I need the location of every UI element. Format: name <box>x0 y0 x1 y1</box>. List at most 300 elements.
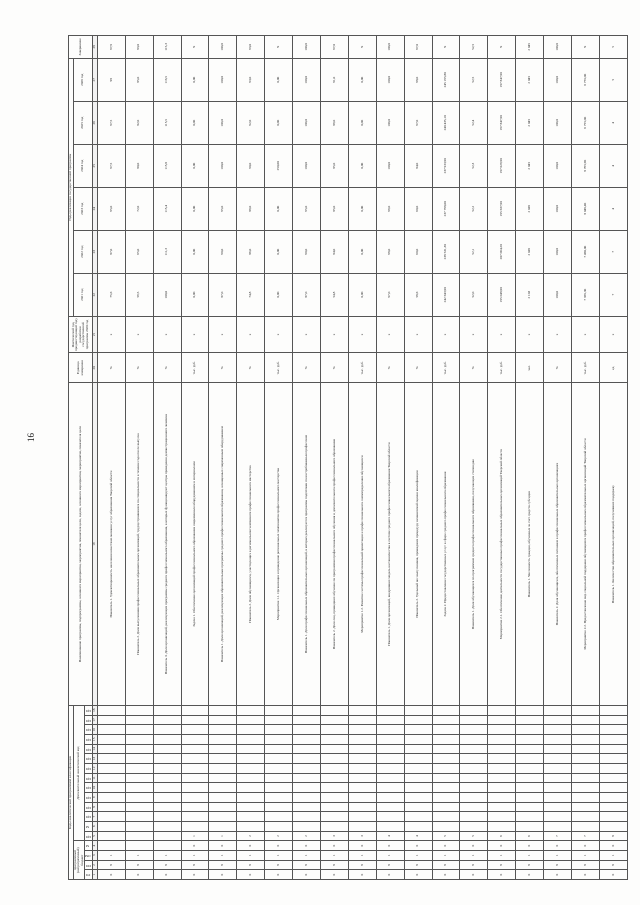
year-value-cell: 0,00 <box>181 101 209 144</box>
year-value-cell: 52,4 <box>460 101 488 144</box>
code-cell <box>376 754 404 764</box>
column-number: 14 <box>93 744 98 754</box>
code-cell <box>544 763 572 773</box>
year-value-cell: 89,0 <box>237 187 265 230</box>
base-year-column-header: Фактический год, предшествующий году разработки государственной программы 2020 год <box>69 316 93 353</box>
year-value-cell: 115,4 <box>153 187 181 230</box>
code-cell: 1 <box>237 850 265 860</box>
code-cell <box>181 783 209 793</box>
code-cell: 8 <box>376 860 404 870</box>
code-cell <box>376 705 404 715</box>
indicator-name-cell: Задача 1. Обеспечение организаций профессионального образования современным оборудованием и материалами <box>181 383 209 705</box>
year-value-cell: 2 045 <box>516 144 544 187</box>
code-cell <box>599 734 627 744</box>
code-cell <box>320 744 348 754</box>
year-value-cell: 2 045 <box>516 230 544 273</box>
base-year-cell: х <box>571 316 599 353</box>
year-value-cell: 87,0 <box>97 230 125 273</box>
indicator-name-cell: Показатель 2. Удельный вес выпускников, прошедших процедуру независимой оценки квалификации <box>404 383 432 705</box>
code-cell <box>432 812 460 822</box>
code-cell <box>265 754 293 764</box>
code-cell <box>320 715 348 725</box>
year-value-cell: 95,0 <box>293 187 321 230</box>
final-value-cell: 97,9 <box>97 36 125 59</box>
code-cell <box>404 773 432 783</box>
year-header: 2022 год <box>73 230 93 273</box>
code-cell <box>293 802 321 812</box>
code-cell <box>153 705 181 715</box>
year-value-cell: 0,00 <box>348 144 376 187</box>
column-number: 17 <box>93 715 98 725</box>
table-row <box>265 36 293 880</box>
code-column-label: ОМ <box>85 854 91 859</box>
year-value-cell: 111,3 <box>153 230 181 273</box>
table-row <box>599 36 627 880</box>
year-value-cell: 95,0 <box>97 187 125 230</box>
code-cell: 5 <box>460 831 488 841</box>
year-value-cell: 245 195,80 <box>432 58 460 101</box>
code-column-label: ЦП <box>85 776 91 781</box>
code-cell <box>376 773 404 783</box>
code-cell <box>544 754 572 764</box>
code-cell <box>460 783 488 793</box>
table-row <box>432 36 460 880</box>
indicator-name-cell: Показатель 1. Количество образовательных организаций, получивших поддержку <box>599 383 627 705</box>
code-cell: 0 <box>599 870 627 880</box>
code-cell: 1 <box>125 850 153 860</box>
code-cell: 0 <box>488 870 516 880</box>
code-cell <box>460 763 488 773</box>
code-column-label: ЦП <box>85 767 91 772</box>
code-cell: 1 <box>265 850 293 860</box>
code-cell <box>97 725 125 735</box>
code-cell <box>432 802 460 812</box>
table-row <box>97 36 125 880</box>
year-value-cell: 52,0 <box>460 273 488 316</box>
code-cell <box>209 773 237 783</box>
code-cell <box>153 763 181 773</box>
code-cell <box>460 725 488 735</box>
year-value-cell: 197 029,90 <box>488 144 516 187</box>
code-cell: 0 <box>265 841 293 851</box>
code-cell <box>599 744 627 754</box>
code-cell: 0 <box>544 841 572 851</box>
code-cell <box>404 812 432 822</box>
table-row <box>488 36 516 880</box>
year-value-cell: 0,00 <box>181 230 209 273</box>
year-value-cell: 52,5 <box>460 58 488 101</box>
code-cell <box>125 705 153 715</box>
code-cell: 0 <box>237 870 265 880</box>
code-column-label: ЦП <box>85 815 91 820</box>
code-cell: 8 <box>460 860 488 870</box>
code-cell <box>153 792 181 802</box>
unit-cell: тыс. руб. <box>348 353 376 383</box>
year-value-cell: 116,5 <box>153 58 181 101</box>
year-value-cell: 100,0 <box>544 230 572 273</box>
code-cell: 1 <box>516 850 544 860</box>
year-value-cell: 237 798,00 <box>432 187 460 230</box>
code-cell <box>404 725 432 735</box>
base-year-cell: х <box>599 316 627 353</box>
code-cell <box>348 744 376 754</box>
code-column-label: ПП <box>85 863 91 868</box>
code-cell <box>488 705 516 715</box>
code-cell: 1 <box>348 850 376 860</box>
code-cell: 0 <box>97 870 125 880</box>
year-value-cell: 97,5 <box>97 101 125 144</box>
code-cell <box>599 783 627 793</box>
year-value-cell: 84,0 <box>404 144 432 187</box>
unit-cell: % <box>209 353 237 383</box>
code-cell <box>544 821 572 831</box>
code-cell <box>209 812 237 822</box>
year-value-cell: 60,0 <box>404 187 432 230</box>
year-value-cell: 99,0 <box>376 187 404 230</box>
code-cell <box>237 725 265 735</box>
year-value-cell: 0,00 <box>265 273 293 316</box>
code-cell <box>209 725 237 735</box>
code-cell: 1 <box>460 850 488 860</box>
code-column-label: ГП <box>85 873 91 878</box>
year-value-cell: 98 <box>97 58 125 101</box>
code-cell <box>488 734 516 744</box>
year-value-cell: 7 365,30 <box>571 273 599 316</box>
final-value-cell: 100,0 <box>209 36 237 59</box>
column-number: 7 <box>93 812 98 822</box>
code-cell: 7 <box>571 831 599 841</box>
year-value-cell: 0,00 <box>265 187 293 230</box>
table-row <box>209 36 237 880</box>
code-cell <box>125 841 153 851</box>
column-number: 2 <box>93 860 98 870</box>
base-year-cell: х <box>153 316 181 353</box>
code-cell: 5 <box>432 831 460 841</box>
code-column-label: ЦП <box>85 738 91 743</box>
code-cell <box>571 705 599 715</box>
code-cell <box>320 812 348 822</box>
code-cell <box>544 734 572 744</box>
code-cell <box>516 821 544 831</box>
year-value-cell: 100,0 <box>376 101 404 144</box>
code-cell <box>153 773 181 783</box>
code-cell: 8 <box>209 860 237 870</box>
year-value-cell: 89,0 <box>320 101 348 144</box>
table-row <box>153 36 181 880</box>
code-cell <box>571 763 599 773</box>
code-cell <box>293 754 321 764</box>
code-cell: 0 <box>320 841 348 851</box>
code-cell: 1 <box>404 850 432 860</box>
base-year-cell: х <box>97 316 125 353</box>
code-cell <box>376 821 404 831</box>
code-cell <box>181 744 209 754</box>
year-value-cell: 207 064,20 <box>488 230 516 273</box>
code-cell <box>516 802 544 812</box>
code-cell <box>571 792 599 802</box>
code-cell <box>488 792 516 802</box>
column-number: 4 <box>93 841 98 851</box>
year-value-cell: 100,0 <box>544 273 572 316</box>
year-value-cell: 2 045 <box>516 187 544 230</box>
base-year-cell: х <box>432 316 460 353</box>
code-cell <box>599 715 627 725</box>
code-cell <box>181 773 209 783</box>
year-value-cell: 80,0 <box>125 144 153 187</box>
code-cell <box>209 734 237 744</box>
years-group-header: Годы реализации государственной программы <box>69 58 74 316</box>
code-cell <box>153 783 181 793</box>
code-cell <box>265 812 293 822</box>
unit-column-header: Единица измерения <box>69 353 93 383</box>
year-value-cell: 5 <box>599 58 627 101</box>
code-cell <box>460 734 488 744</box>
year-value-cell: 100,0 <box>153 273 181 316</box>
code-column-label: ЦП <box>85 834 91 839</box>
code-cell <box>432 715 460 725</box>
year-header: 2021 год <box>73 273 93 316</box>
year-value-cell: 8 765,90 <box>571 144 599 187</box>
code-cell <box>293 783 321 793</box>
code-column-label: ЦП <box>85 708 91 713</box>
column-number: 18 <box>93 705 98 715</box>
code-cell: 0 <box>460 870 488 880</box>
code-cell <box>97 792 125 802</box>
code-cell <box>488 783 516 793</box>
code-cell <box>265 705 293 715</box>
indicator-name-cell: Показатель 1. Доля обучающихся по программам среднего профессионального образования, получающих стипендию <box>460 383 488 705</box>
code-cell <box>571 744 599 754</box>
code-cell <box>125 792 153 802</box>
unit-cell: % <box>293 353 321 383</box>
code-cell <box>153 744 181 754</box>
code-cell <box>320 725 348 735</box>
table-row <box>571 36 599 880</box>
year-value-cell: 84,0 <box>320 230 348 273</box>
base-year-cell: х <box>544 316 572 353</box>
code-cell <box>320 773 348 783</box>
name-column-header: Наименование программы, подпрограммы, основного мероприятия, мероприятия, показателя цели, задачи, основного мероприятия, мероприятия, показателя цели <box>69 383 93 705</box>
code-cell <box>320 734 348 744</box>
year-value-cell: 195 637,90 <box>488 187 516 230</box>
code-cell <box>544 705 572 715</box>
code-cell <box>544 802 572 812</box>
code-cell: 0 <box>293 870 321 880</box>
code-cell <box>460 812 488 822</box>
year-value-cell: 237 933,90 <box>432 144 460 187</box>
code-cell <box>348 705 376 715</box>
code-cell <box>265 821 293 831</box>
column-number: 12 <box>93 763 98 773</box>
code-cell: 0 <box>404 841 432 851</box>
code-cell <box>544 783 572 793</box>
final-value-cell: 100,0 <box>293 36 321 59</box>
year-value-cell: 100,0 <box>293 144 321 187</box>
code-cell <box>265 734 293 744</box>
year-value-cell: 4 <box>599 144 627 187</box>
code-cell: 0 <box>265 870 293 880</box>
code-cell: 8 <box>125 860 153 870</box>
column-number: 6 <box>93 821 98 831</box>
code-cell <box>181 754 209 764</box>
code-cell <box>209 783 237 793</box>
year-value-cell: 85,0 <box>320 187 348 230</box>
year-value-cell: 7 <box>599 273 627 316</box>
code-cell <box>181 812 209 822</box>
indicator-name-cell: Показатель 2. Доля обучающихся, обеспеченных питанием в профессиональных образовательных организациях <box>544 383 572 705</box>
code-cell: 8 <box>571 860 599 870</box>
code-cell: 0 <box>544 870 572 880</box>
table-row <box>237 36 265 880</box>
code-cell <box>516 763 544 773</box>
code-cell <box>599 802 627 812</box>
year-value-cell: 92,0 <box>237 101 265 144</box>
code-cell <box>348 821 376 831</box>
code-cell: 1 <box>97 850 125 860</box>
column-number: 28 <box>93 36 98 59</box>
unit-cell: тыс. руб. <box>432 353 460 383</box>
final-value-cell: Х <box>571 36 599 59</box>
year-value-cell: 93,0 <box>237 58 265 101</box>
code-cell <box>460 773 488 783</box>
code-cell <box>460 744 488 754</box>
code-cell: 8 <box>237 860 265 870</box>
year-value-cell: 0,00 <box>181 144 209 187</box>
indicator-name-cell: Показатель 1. Доля организаций, реализующих образовательные программы среднего профессионального образования, оснащенных современным оборудованием <box>209 383 237 705</box>
column-number: 10 <box>93 783 98 793</box>
indicator-name-cell: Мероприятие 2.2. Предоставление мер социальной поддержки обучающимся профессиональных образовательных организаций Тверской области <box>571 383 599 705</box>
code-cell: 0 <box>181 841 209 851</box>
year-value-cell: 0,00 <box>181 273 209 316</box>
code-cell <box>348 792 376 802</box>
year-value-cell: 197 847,90 <box>488 101 516 144</box>
year-value-cell: 0,00 <box>265 101 293 144</box>
year-value-cell: 97,5 <box>97 144 125 187</box>
year-value-cell: 65,0 <box>125 230 153 273</box>
base-year-cell: х <box>293 316 321 353</box>
code-cell: 8 <box>404 860 432 870</box>
year-value-cell: 100,0 <box>376 144 404 187</box>
unit-cell: % <box>153 353 181 383</box>
year-value-cell: 100,0 <box>544 144 572 187</box>
code-cell <box>488 821 516 831</box>
final-value-cell: 100,0 <box>376 36 404 59</box>
year-value-cell: 98,0 <box>376 230 404 273</box>
code-cell <box>97 841 125 851</box>
final-value-cell: Х <box>488 36 516 59</box>
code-cell <box>516 744 544 754</box>
code-cell: 1 <box>544 850 572 860</box>
code-cell <box>320 763 348 773</box>
code-cell <box>460 792 488 802</box>
code-cell <box>432 754 460 764</box>
code-cell <box>237 802 265 812</box>
unit-cell: % <box>404 353 432 383</box>
code-cell <box>153 831 181 841</box>
code-cell <box>320 821 348 831</box>
code-cell: 0 <box>488 841 516 851</box>
base-year-cell: х <box>516 316 544 353</box>
code-cell <box>404 734 432 744</box>
code-cell <box>237 773 265 783</box>
final-value-cell: 115,3 <box>153 36 181 59</box>
year-value-cell: 95,0 <box>209 187 237 230</box>
code-cell: 3 <box>348 831 376 841</box>
code-cell <box>571 821 599 831</box>
year-value-cell: 100,0 <box>376 58 404 101</box>
code-cell: 1 <box>209 850 237 860</box>
code-cell: 1 <box>571 850 599 860</box>
code-cell: 8 <box>432 860 460 870</box>
year-value-cell: 58,6 <box>404 273 432 316</box>
code-cell: 6 <box>516 831 544 841</box>
code-cell <box>125 715 153 725</box>
code-cell: 0 <box>293 841 321 851</box>
indicator-name-cell: Показатель 1. Доля профессиональных образовательных организаций, в которых реализуются программы подготовки по востребованным профессиям <box>293 383 321 705</box>
column-number: 5 <box>93 831 98 841</box>
unit-cell: тыс. руб. <box>488 353 516 383</box>
code-cell <box>571 802 599 812</box>
code-cell <box>293 773 321 783</box>
code-cell <box>404 754 432 764</box>
code-cell: 1 <box>293 850 321 860</box>
final-value-cell: 83,0 <box>125 36 153 59</box>
year-value-cell: 115,8 <box>153 144 181 187</box>
code-cell <box>432 821 460 831</box>
code-cell: 0 <box>348 870 376 880</box>
column-number: 21 <box>93 316 98 353</box>
code-cell <box>404 763 432 773</box>
code-cell <box>432 734 460 744</box>
code-cell <box>237 754 265 764</box>
base-year-cell: х <box>488 316 516 353</box>
unit-cell: тыс. руб. <box>571 353 599 383</box>
code-cell <box>376 792 404 802</box>
code-cell <box>181 802 209 812</box>
year-value-cell: 6 755,00 <box>571 101 599 144</box>
code-column-label: ЦП <box>85 796 91 801</box>
base-year-cell: х <box>265 316 293 353</box>
year-value-cell: 240 435,10 <box>432 101 460 144</box>
code-cell: 6 <box>488 831 516 841</box>
code-cell <box>488 763 516 773</box>
code-cell <box>599 725 627 735</box>
code-cell <box>599 792 627 802</box>
code-cell <box>571 773 599 783</box>
year-value-cell: 195 048,90 <box>488 273 516 316</box>
code-cell <box>348 802 376 812</box>
code-cell <box>125 734 153 744</box>
code-cell <box>209 802 237 812</box>
code-cell <box>460 821 488 831</box>
code-cell <box>153 734 181 744</box>
table-row <box>460 36 488 880</box>
code-cell <box>571 725 599 735</box>
code-cell: 1 <box>376 850 404 860</box>
code-cell <box>404 715 432 725</box>
unit-cell: % <box>320 353 348 383</box>
base-year-cell: х <box>404 316 432 353</box>
code-cell <box>404 802 432 812</box>
code-cell <box>488 744 516 754</box>
unit-cell: тыс. руб. <box>265 353 293 383</box>
final-value-cell: Х <box>265 36 293 59</box>
codes-group-header: Коды аналитической программной классификации <box>69 705 74 879</box>
year-value-cell: 87,0 <box>293 273 321 316</box>
code-cell: 7 <box>544 831 572 841</box>
code-cell <box>599 812 627 822</box>
code-cell <box>488 773 516 783</box>
